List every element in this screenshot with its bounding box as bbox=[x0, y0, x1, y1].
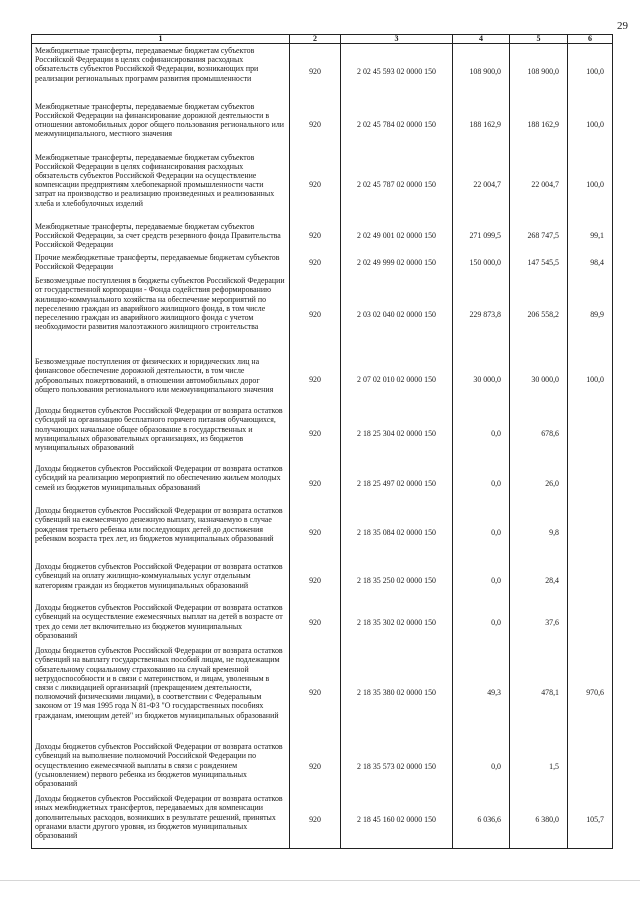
row-planned-amount: 271 099,5 bbox=[453, 220, 510, 252]
row-description: Безвозмездные поступления в бюджеты субъектов Российской Федерации от государственной корпорации - Фонда содействия реформированию жилищно-коммунального хозяйства на обеспечение мероприятий по переселению граждан из аварийного жилищного фонда, в том числе переселению граждан из аварийного жилищного фонда с учетом необходимости развития малоэтажного жилищного строительства bbox=[32, 274, 290, 355]
row-budget-code: 2 02 45 784 02 0000 150 bbox=[341, 100, 453, 151]
row-admin-code: 920 bbox=[290, 560, 341, 601]
row-admin-code: 920 bbox=[290, 251, 341, 274]
row-admin-code: 920 bbox=[290, 404, 341, 462]
row-actual-amount: 678,6 bbox=[510, 404, 568, 462]
row-actual-amount: 22 004,7 bbox=[510, 151, 568, 220]
row-description: Доходы бюджетов субъектов Российской Федерации от возврата остатков субвенций на оплату жилищно-коммунальных услуг отдельным категориям граждан из бюджетов муниципальных образований bbox=[32, 560, 290, 601]
row-description: Межбюджетные трансферты, передаваемые бюджетам субъектов Российской Федерации, за счет средств резервного фонда Правительства Российской Федерации bbox=[32, 220, 290, 252]
row-actual-amount: 268 747,5 bbox=[510, 220, 568, 252]
row-admin-code: 920 bbox=[290, 601, 341, 644]
row-execution-percent: 89,9 bbox=[568, 274, 613, 355]
row-description: Доходы бюджетов субъектов Российской Федерации от возврата остатков иных межбюджетных трансфертов, передаваемых для компенсации дополнительных расходов, возникших в результате решений, принятых органами власти другого уровня, из бюджетов муниципальных образований bbox=[32, 792, 290, 848]
header-row bbox=[32, 35, 613, 44]
row-planned-amount: 150 000,0 bbox=[453, 251, 510, 274]
row-budget-code: 2 02 45 593 02 0000 150 bbox=[341, 44, 453, 100]
column-header-1: 1 bbox=[32, 35, 290, 44]
table-row bbox=[32, 274, 613, 355]
row-description: Доходы бюджетов субъектов Российской Федерации от возврата остатков субсидий на реализацию мероприятий по обеспечению жильем молодых семей из бюджетов муниципальных образований bbox=[32, 462, 290, 504]
row-admin-code: 920 bbox=[290, 44, 341, 100]
row-admin-code: 920 bbox=[290, 220, 341, 252]
row-planned-amount: 0,0 bbox=[453, 462, 510, 504]
row-execution-percent: 105,7 bbox=[568, 792, 613, 848]
row-admin-code: 920 bbox=[290, 644, 341, 740]
table-row bbox=[32, 151, 613, 220]
row-description: Доходы бюджетов субъектов Российской Федерации от возврата остатков субсидий на организацию бесплатного горячего питания обучающихся, получающих начальное общее образование в государственных и муниципальных образовательных организациях, из бюджетов муниципальных образований bbox=[32, 404, 290, 462]
row-actual-amount: 6 380,0 bbox=[510, 792, 568, 848]
row-actual-amount: 188 162,9 bbox=[510, 100, 568, 151]
row-description: Безвозмездные поступления от физических и юридических лиц на финансовое обеспечение дорожной деятельности, в том числе добровольных пожертвований, в отношении автомобильных дорог общего пользования регионального или межмуниципального значения bbox=[32, 355, 290, 404]
table-body bbox=[32, 44, 613, 849]
row-planned-amount: 108 900,0 bbox=[453, 44, 510, 100]
row-execution-percent: 100,0 bbox=[568, 355, 613, 404]
row-execution-percent: 100,0 bbox=[568, 44, 613, 100]
column-header-4: 4 bbox=[453, 35, 510, 44]
row-actual-amount: 37,6 bbox=[510, 601, 568, 644]
row-budget-code: 2 18 35 084 02 0000 150 bbox=[341, 504, 453, 560]
row-planned-amount: 49,3 bbox=[453, 644, 510, 740]
row-description: Доходы бюджетов субъектов Российской Федерации от возврата остатков субвенций на выполнение полномочий Российской Федерации по осуществлению ежемесячной выплаты в связи с рождением (усыновлением) первого ребенка из бюджетов муниципальных образований bbox=[32, 740, 290, 792]
row-admin-code: 920 bbox=[290, 355, 341, 404]
row-budget-code: 2 03 02 040 02 0000 150 bbox=[341, 274, 453, 355]
row-description: Доходы бюджетов субъектов Российской Федерации от возврата остатков субвенций на ежемесячную денежную выплату, назначаемую в случае рождения третьего ребенка или последующих детей до достижения ребенком возраста трех лет, из бюджетов муниципальных образований bbox=[32, 504, 290, 560]
row-admin-code: 920 bbox=[290, 274, 341, 355]
table-row bbox=[32, 251, 613, 274]
row-planned-amount: 0,0 bbox=[453, 504, 510, 560]
row-description: Прочие межбюджетные трансферты, передаваемые бюджетам субъектов Российской Федерации bbox=[32, 251, 290, 274]
row-planned-amount: 0,0 bbox=[453, 601, 510, 644]
row-admin-code: 920 bbox=[290, 100, 341, 151]
row-admin-code: 920 bbox=[290, 740, 341, 792]
row-actual-amount: 147 545,5 bbox=[510, 251, 568, 274]
table-row bbox=[32, 220, 613, 252]
row-actual-amount: 28,4 bbox=[510, 560, 568, 601]
row-execution-percent bbox=[568, 462, 613, 504]
row-planned-amount: 6 036,6 bbox=[453, 792, 510, 848]
row-actual-amount: 478,1 bbox=[510, 644, 568, 740]
row-planned-amount: 0,0 bbox=[453, 740, 510, 792]
row-planned-amount: 0,0 bbox=[453, 404, 510, 462]
column-header-5: 5 bbox=[510, 35, 568, 44]
page-number: 29 bbox=[617, 20, 628, 32]
row-budget-code: 2 18 25 304 02 0000 150 bbox=[341, 404, 453, 462]
table-row bbox=[32, 462, 613, 504]
row-budget-code: 2 18 35 573 02 0000 150 bbox=[341, 740, 453, 792]
row-description: Доходы бюджетов субъектов Российской Федерации от возврата остатков субвенций на осуществление ежемесячных выплат на детей в возрасте от трех до семи лет включительно из бюджетов муниципальных образований bbox=[32, 601, 290, 644]
row-planned-amount: 188 162,9 bbox=[453, 100, 510, 151]
budget-table bbox=[31, 34, 613, 849]
table-row bbox=[32, 404, 613, 462]
row-budget-code: 2 02 45 787 02 0000 150 bbox=[341, 151, 453, 220]
row-actual-amount: 206 558,2 bbox=[510, 274, 568, 355]
column-header-3: 3 bbox=[341, 35, 453, 44]
row-description: Межбюджетные трансферты, передаваемые бюджетам субъектов Российской Федерации в целях софинансирования расходных обязательств субъектов Российской Федерации на осуществление компенсации предприятиям хлебопекарной промышленности части затрат на производство и реализацию произведенных и реализованных хлеба и хлебобулочных изделий bbox=[32, 151, 290, 220]
row-description: Межбюджетные трансферты, передаваемые бюджетам субъектов Российской Федерации на финансирование дорожной деятельности в отношении автомобильных дорог общего пользования регионального или межмуниципального, местного значения bbox=[32, 100, 290, 151]
row-execution-percent bbox=[568, 601, 613, 644]
row-execution-percent bbox=[568, 560, 613, 601]
row-actual-amount: 30 000,0 bbox=[510, 355, 568, 404]
row-budget-code: 2 02 49 999 02 0000 150 bbox=[341, 251, 453, 274]
row-actual-amount: 108 900,0 bbox=[510, 44, 568, 100]
row-planned-amount: 229 873,8 bbox=[453, 274, 510, 355]
row-execution-percent: 100,0 bbox=[568, 151, 613, 220]
row-budget-code: 2 18 25 497 02 0000 150 bbox=[341, 462, 453, 504]
table-header bbox=[32, 35, 613, 44]
table-row bbox=[32, 792, 613, 848]
row-execution-percent bbox=[568, 740, 613, 792]
table-row bbox=[32, 504, 613, 560]
table-row bbox=[32, 100, 613, 151]
row-actual-amount: 26,0 bbox=[510, 462, 568, 504]
row-execution-percent bbox=[568, 504, 613, 560]
scan-edge-line bbox=[0, 880, 640, 881]
row-description: Межбюджетные трансферты, передаваемые бюджетам субъектов Российской Федерации в целях софинансирования расходных обязательств субъектов Российской Федерации, возникающих при реализации региональных программ развития промышленности bbox=[32, 44, 290, 100]
row-budget-code: 2 18 35 302 02 0000 150 bbox=[341, 601, 453, 644]
row-execution-percent: 99,1 bbox=[568, 220, 613, 252]
row-actual-amount: 1,5 bbox=[510, 740, 568, 792]
row-admin-code: 920 bbox=[290, 504, 341, 560]
row-planned-amount: 30 000,0 bbox=[453, 355, 510, 404]
row-budget-code: 2 18 45 160 02 0000 150 bbox=[341, 792, 453, 848]
column-header-6: 6 bbox=[568, 35, 613, 44]
table-row bbox=[32, 355, 613, 404]
row-budget-code: 2 02 49 001 02 0000 150 bbox=[341, 220, 453, 252]
row-execution-percent: 970,6 bbox=[568, 644, 613, 740]
row-admin-code: 920 bbox=[290, 462, 341, 504]
row-execution-percent: 98,4 bbox=[568, 251, 613, 274]
table-row bbox=[32, 644, 613, 740]
row-description: Доходы бюджетов субъектов Российской Федерации от возврата остатков субвенций на выплату государственных пособий лицам, не подлежащим обязательному социальному страхованию на случай временной нетрудоспособности и в связи с материнством, и лицам, уволенным в связи с ликвидацией организаций (прекращением деятельности, полномочий физическими лицами), в соответствии с Федеральным законом от 19 мая 1995 года N 81-ФЗ "О государственных пособиях гражданам, имеющим детей" из бюджетов муниципальных образований bbox=[32, 644, 290, 740]
table-row bbox=[32, 740, 613, 792]
row-execution-percent bbox=[568, 404, 613, 462]
row-admin-code: 920 bbox=[290, 151, 341, 220]
row-planned-amount: 22 004,7 bbox=[453, 151, 510, 220]
table-row bbox=[32, 601, 613, 644]
row-admin-code: 920 bbox=[290, 792, 341, 848]
row-budget-code: 2 18 35 380 02 0000 150 bbox=[341, 644, 453, 740]
row-budget-code: 2 18 35 250 02 0000 150 bbox=[341, 560, 453, 601]
table-row bbox=[32, 560, 613, 601]
row-planned-amount: 0,0 bbox=[453, 560, 510, 601]
table-row bbox=[32, 44, 613, 100]
row-budget-code: 2 07 02 010 02 0000 150 bbox=[341, 355, 453, 404]
column-header-2: 2 bbox=[290, 35, 341, 44]
row-execution-percent: 100,0 bbox=[568, 100, 613, 151]
row-actual-amount: 9,8 bbox=[510, 504, 568, 560]
